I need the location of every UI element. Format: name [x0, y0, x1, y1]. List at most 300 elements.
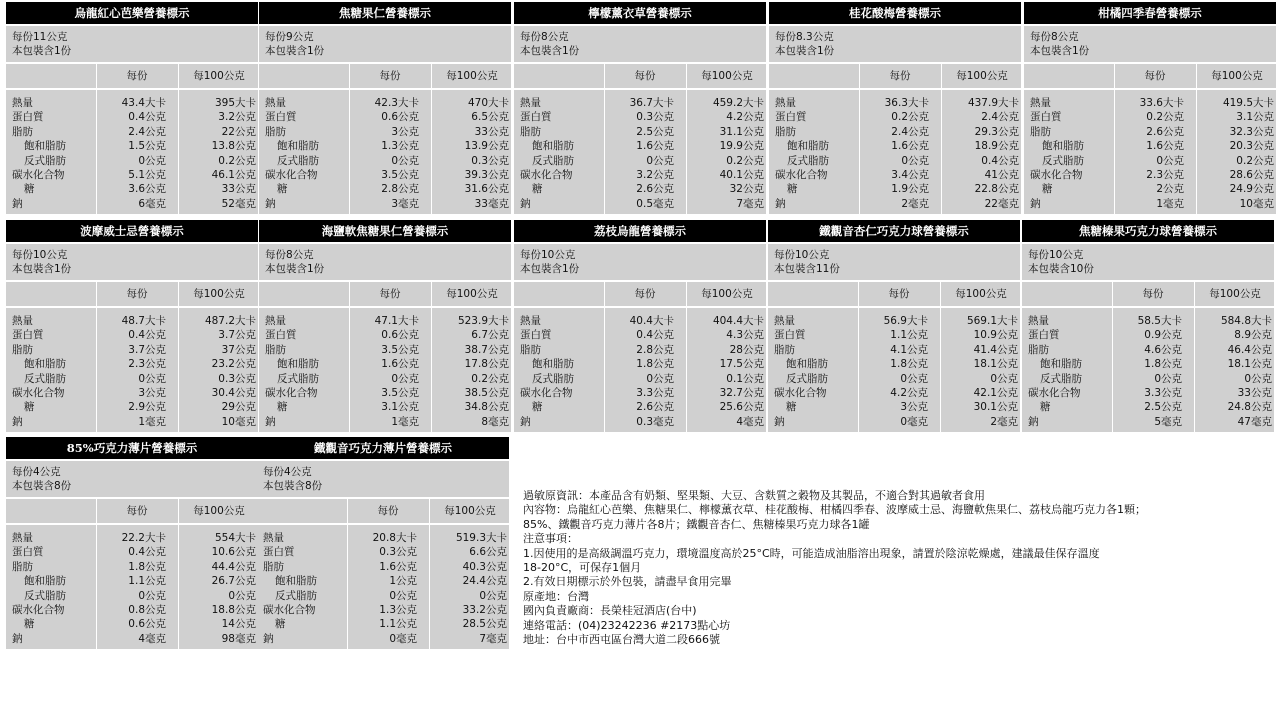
nutrition-table: [514, 90, 766, 214]
per-100g-value: 22公克: [221, 125, 256, 138]
panel-title: 鐵觀音杏仁巧克力球營養標示: [768, 220, 1020, 242]
per-100g-value: 8.9公克: [1234, 329, 1272, 342]
serving-size: 每份10公克: [774, 249, 830, 261]
per-serving-value: 0公克: [389, 589, 417, 602]
per-100g-value: 3.7公克: [218, 329, 256, 342]
nutrient-label: 碳水化合物: [265, 168, 318, 181]
per-serving-value: 6毫克: [138, 197, 166, 210]
per-100g-value: 32.7公克: [719, 386, 764, 399]
per-100g-header: 每100公克: [1211, 70, 1263, 82]
per-serving-value: 0.2公克: [1146, 111, 1184, 124]
nutrient-label: 鈉: [520, 197, 531, 210]
per-serving-header: 每份: [377, 505, 399, 517]
per-100g-value: 0.2公克: [726, 154, 764, 167]
serving-size: 每份4公克: [263, 466, 312, 478]
nutrient-label: 糖: [277, 401, 288, 414]
per-100g-header: 每100公克: [701, 70, 753, 82]
per-serving-value: 0公克: [138, 154, 166, 167]
nutrient-label: 熱量: [775, 97, 796, 109]
per-100g-value: 404.4大卡: [712, 315, 764, 327]
per-serving-value: 2.4公克: [128, 125, 166, 138]
panel-title: 桂花酸梅營養標示: [769, 2, 1021, 24]
nutrition-panel: [6, 220, 258, 432]
serving-info: [1024, 26, 1276, 62]
per-serving-value: 3.5公克: [381, 386, 419, 399]
servings-per-pack: 本包裝含1份: [1030, 45, 1090, 58]
nutrient-label: 碳水化合物: [1028, 386, 1081, 399]
per-serving-value: 4.6公克: [1144, 343, 1182, 356]
per-100g-value: 4.2公克: [726, 111, 764, 124]
panel-title: 波摩威士忌營養標示: [6, 220, 258, 242]
per-100g-header: 每100公克: [955, 288, 1007, 300]
per-100g-value: 2.4公克: [981, 111, 1019, 124]
per-100g-value: 46.4公克: [1227, 343, 1272, 356]
per-100g-value: 554大卡: [214, 532, 256, 544]
servings-per-pack: 本包裝含8份: [12, 480, 72, 493]
nutrient-label: 熱量: [265, 315, 286, 327]
per-serving-value: 1.3公克: [379, 603, 417, 616]
serving-info: [6, 244, 258, 280]
per-serving-value: 2.3公克: [128, 358, 166, 371]
nutrient-label: 反式脂肪: [24, 589, 66, 602]
per-serving-value: 1毫克: [1156, 197, 1184, 210]
per-100g-value: 519.3大卡: [455, 532, 507, 544]
per-100g-header: 每100公克: [956, 70, 1008, 82]
serving-size: 每份11公克: [12, 31, 68, 43]
per-100g-value: 7毫克: [736, 197, 764, 210]
per-100g-value: 39.3公克: [464, 168, 509, 181]
per-100g-value: 18.1公克: [1227, 358, 1272, 371]
per-100g-value: 7毫克: [479, 632, 507, 645]
servings-per-pack: 本包裝含1份: [12, 263, 72, 276]
per-100g-value: 584.8大卡: [1220, 315, 1272, 327]
serving-info: [6, 461, 258, 497]
per-100g-value: 40.1公克: [719, 168, 764, 181]
nutrient-label: 熱量: [12, 315, 33, 327]
per-serving-value: 2.8公克: [636, 343, 674, 356]
note-line: 85%、鐵觀音巧克力薄片各8片；鐵觀音杏仁、焦糖榛果巧克力球各1罐: [523, 517, 870, 531]
servings-per-pack: 本包裝含1份: [12, 45, 72, 58]
servings-per-pack: 本包裝含1份: [775, 45, 835, 58]
per-100g-value: 33.2公克: [462, 603, 507, 616]
nutrient-label: 蛋白質: [774, 329, 806, 342]
per-100g-value: 0.3公克: [471, 154, 509, 167]
per-serving-value: 3公克: [900, 401, 928, 414]
per-100g-value: 0.4公克: [981, 154, 1019, 167]
panel-title: 檸檬薰衣草營養標示: [514, 2, 766, 24]
nutrient-label: 熱量: [12, 532, 33, 544]
per-100g-value: 23.2公克: [211, 358, 256, 371]
per-100g-value: 17.8公克: [464, 358, 509, 371]
per-serving-value: 1.1公克: [379, 618, 417, 631]
per-serving-value: 0公克: [391, 154, 419, 167]
per-100g-value: 19.9公克: [719, 140, 764, 153]
per-serving-header: 每份: [126, 70, 148, 82]
note-line: 18-20°C，可保存1個月: [523, 561, 642, 575]
per-100g-value: 33公克: [221, 183, 256, 196]
per-serving-header: 每份: [126, 505, 148, 517]
product-notes: [523, 489, 1263, 647]
column-header: [1024, 64, 1276, 88]
nutrient-label: 反式脂肪: [24, 372, 66, 385]
servings-per-pack: 本包裝含8份: [263, 480, 323, 493]
column-header: [514, 64, 766, 88]
per-100g-value: 6.5公克: [471, 111, 509, 124]
per-serving-value: 36.3大卡: [884, 97, 929, 109]
per-serving-header: 每份: [379, 288, 401, 300]
nutrient-label: 鈉: [12, 632, 23, 645]
nutrition-table: [514, 308, 766, 432]
per-serving-value: 1.6公克: [1146, 140, 1184, 153]
per-100g-value: 29.3公克: [974, 125, 1019, 138]
per-100g-value: 569.1大卡: [966, 315, 1018, 327]
per-100g-value: 31.6公克: [464, 183, 509, 196]
per-100g-value: 0.3公克: [218, 372, 256, 385]
per-serving-value: 3公克: [138, 386, 166, 399]
panel-title: 荔枝烏龍營養標示: [514, 220, 766, 242]
per-100g-value: 46.1公克: [211, 168, 256, 181]
per-serving-value: 1毫克: [391, 415, 419, 428]
per-serving-value: 0毫克: [389, 632, 417, 645]
per-serving-value: 2.6公克: [636, 401, 674, 414]
per-100g-value: 28.6公克: [1229, 168, 1274, 181]
nutrition-panel: [6, 2, 258, 214]
per-100g-value: 487.2大卡: [204, 315, 256, 327]
per-100g-value: 10毫克: [221, 415, 256, 428]
nutrient-label: 飽和脂肪: [24, 575, 66, 588]
nutrient-label: 反式脂肪: [786, 372, 828, 385]
per-100g-value: 8毫克: [481, 415, 509, 428]
nutrition-table: [6, 525, 258, 649]
per-100g-value: 0.2公克: [1236, 154, 1274, 167]
per-serving-value: 58.5大卡: [1137, 315, 1182, 327]
per-serving-value: 1.6公克: [891, 140, 929, 153]
nutrient-label: 蛋白質: [263, 546, 295, 559]
nutrient-label: 反式脂肪: [1042, 154, 1084, 167]
nutrient-label: 熱量: [1030, 97, 1051, 109]
serving-info: [6, 26, 258, 62]
per-100g-value: 28公克: [729, 343, 764, 356]
per-serving-value: 3.3公克: [636, 386, 674, 399]
nutrient-label: 蛋白質: [775, 111, 807, 124]
nutrition-panel: [259, 220, 511, 432]
nutrient-label: 鈉: [12, 415, 23, 428]
nutrient-label: 脂肪: [1028, 343, 1049, 356]
per-serving-value: 1.8公克: [890, 358, 928, 371]
per-serving-value: 0.3毫克: [636, 415, 674, 428]
nutrient-label: 飽和脂肪: [277, 140, 319, 153]
nutrient-label: 碳水化合物: [520, 386, 573, 399]
per-100g-value: 29公克: [221, 401, 256, 414]
per-serving-value: 2.5公克: [1144, 401, 1182, 414]
per-serving-value: 0.3公克: [379, 546, 417, 559]
per-serving-value: 1毫克: [138, 415, 166, 428]
nutrient-label: 脂肪: [12, 125, 33, 138]
nutrition-table: [1022, 308, 1274, 432]
nutrient-label: 飽和脂肪: [1040, 358, 1082, 371]
per-100g-value: 30.4公克: [211, 386, 256, 399]
per-serving-value: 0公克: [901, 154, 929, 167]
note-line: 國內負責廠商：長榮桂冠酒店(台中): [523, 604, 697, 618]
per-100g-value: 4毫克: [736, 415, 764, 428]
nutrient-label: 碳水化合物: [12, 168, 65, 181]
per-serving-value: 0公克: [1156, 154, 1184, 167]
per-100g-header: 每100公克: [444, 505, 496, 517]
per-serving-value: 0.4公克: [128, 111, 166, 124]
panel-title: 柑橘四季春營養標示: [1024, 2, 1276, 24]
per-serving-value: 0.6公克: [381, 111, 419, 124]
serving-info: [1022, 244, 1274, 280]
column-header: [514, 282, 766, 306]
per-serving-value: 1.1公克: [890, 329, 928, 342]
nutrient-label: 飽和脂肪: [24, 358, 66, 371]
per-100g-value: 40.3公克: [462, 560, 507, 573]
per-100g-value: 6.6公克: [469, 546, 507, 559]
per-100g-value: 523.9大卡: [457, 315, 509, 327]
per-serving-value: 5.1公克: [128, 168, 166, 181]
per-100g-value: 13.9公克: [464, 140, 509, 153]
nutrient-label: 糖: [786, 401, 797, 414]
per-serving-header: 每份: [888, 288, 910, 300]
per-100g-value: 2毫克: [990, 415, 1018, 428]
nutrient-label: 糖: [787, 183, 798, 196]
per-100g-value: 24.9公克: [1229, 183, 1274, 196]
per-100g-value: 38.7公克: [464, 343, 509, 356]
per-serving-value: 1.8公克: [1144, 358, 1182, 371]
nutrition-panel: [514, 2, 766, 214]
nutrient-label: 飽和脂肪: [532, 140, 574, 153]
note-line: 1.因使用的是高級調溫巧克力，環境溫度高於25°C時，可能造成油脂溶出現象，請置於陰涼乾燥處，建議最佳保存溫度: [523, 546, 1100, 560]
nutrient-label: 碳水化合物: [774, 386, 827, 399]
nutrient-label: 碳水化合物: [263, 603, 316, 616]
per-serving-value: 2毫克: [901, 197, 929, 210]
per-100g-value: 18.8公克: [211, 603, 256, 616]
per-serving-value: 2.6公克: [636, 183, 674, 196]
per-serving-value: 1.1公克: [128, 575, 166, 588]
serving-size: 每份8公克: [265, 249, 314, 261]
nutrient-label: 糖: [532, 401, 543, 414]
note-line: 過敏原資訊：本產品含有奶類、堅果類、大豆、含麩質之穀物及其製品，不適合對其過敏者食用: [523, 489, 985, 502]
per-100g-value: 22.8公克: [974, 183, 1019, 196]
per-100g-value: 32公克: [729, 183, 764, 196]
per-100g-value: 459.2大卡: [712, 97, 764, 109]
nutrient-label: 脂肪: [265, 125, 286, 138]
column-header: [768, 282, 1020, 306]
per-serving-header: 每份: [1142, 288, 1164, 300]
nutrient-label: 鈉: [265, 197, 276, 210]
panel-title: 海鹽軟焦糖果仁營養標示: [259, 220, 511, 242]
nutrient-label: 蛋白質: [1030, 111, 1062, 124]
column-header: [6, 64, 258, 88]
serving-size: 每份10公克: [520, 249, 576, 261]
per-serving-value: 0.8公克: [128, 603, 166, 616]
per-serving-value: 36.7大卡: [629, 97, 674, 109]
serving-info: [259, 244, 511, 280]
nutrient-label: 鈉: [12, 197, 23, 210]
nutrient-label: 糖: [24, 618, 35, 631]
nutrient-label: 蛋白質: [520, 111, 552, 124]
per-100g-value: 24.4公克: [462, 575, 507, 588]
per-100g-value: 395大卡: [214, 97, 256, 109]
per-serving-value: 1.9公克: [891, 183, 929, 196]
per-serving-value: 3.1公克: [381, 401, 419, 414]
per-serving-value: 3.4公克: [891, 168, 929, 181]
per-100g-value: 6.7公克: [471, 329, 509, 342]
nutrition-table: [6, 308, 258, 432]
per-serving-value: 3.5公克: [381, 168, 419, 181]
per-serving-value: 4.2公克: [890, 386, 928, 399]
nutrient-label: 蛋白質: [520, 329, 552, 342]
per-100g-header: 每100公克: [446, 70, 498, 82]
per-100g-value: 10.6公克: [211, 546, 256, 559]
serving-size: 每份10公克: [12, 249, 68, 261]
per-100g-value: 14公克: [221, 618, 256, 631]
per-serving-value: 56.9大卡: [883, 315, 928, 327]
per-100g-value: 37公克: [221, 343, 256, 356]
nutrition-panel: [257, 437, 509, 649]
nutrient-label: 糖: [277, 183, 288, 196]
per-100g-value: 0.2公克: [218, 154, 256, 167]
per-serving-value: 0.4公克: [128, 546, 166, 559]
nutrition-table: [6, 90, 258, 214]
nutrient-label: 熱量: [1028, 315, 1049, 327]
per-serving-value: 0.4公克: [636, 329, 674, 342]
nutrition-table: [769, 90, 1021, 214]
per-serving-value: 1.8公克: [636, 358, 674, 371]
nutrient-label: 反式脂肪: [24, 154, 66, 167]
nutrient-label: 脂肪: [520, 125, 541, 138]
serving-info: [768, 244, 1020, 280]
note-line: 內容物：烏龍紅心芭樂、焦糖果仁、檸檬薰衣草、桂花酸梅、柑橘四季春、波摩威士忌、海鹽軟焦果仁、荔枝烏龍巧克力各1顆；: [523, 503, 1146, 517]
nutrient-label: 脂肪: [263, 560, 284, 573]
nutrient-label: 脂肪: [1030, 125, 1051, 138]
per-100g-header: 每100公克: [193, 70, 245, 82]
nutrient-label: 糖: [24, 183, 35, 196]
column-header: [259, 282, 511, 306]
per-serving-header: 每份: [379, 70, 401, 82]
serving-size: 每份10公克: [1028, 249, 1084, 261]
nutrient-label: 蛋白質: [12, 329, 44, 342]
per-100g-value: 470大卡: [467, 97, 509, 109]
nutrient-label: 飽和脂肪: [24, 140, 66, 153]
nutrient-label: 蛋白質: [12, 546, 44, 559]
per-100g-value: 18.9公克: [974, 140, 1019, 153]
nutrient-label: 蛋白質: [265, 111, 297, 124]
per-100g-value: 33公克: [1237, 386, 1272, 399]
per-serving-value: 4毫克: [138, 632, 166, 645]
per-serving-value: 1.3公克: [381, 140, 419, 153]
nutrient-label: 碳水化合物: [775, 168, 828, 181]
column-header: [257, 499, 509, 523]
per-100g-value: 38.5公克: [464, 386, 509, 399]
per-serving-value: 47.1大卡: [374, 315, 419, 327]
per-serving-header: 每份: [634, 288, 656, 300]
panel-title: 焦糖榛果巧克力球營養標示: [1022, 220, 1274, 242]
per-100g-value: 4.3公克: [726, 329, 764, 342]
nutrient-label: 脂肪: [265, 343, 286, 356]
nutrition-table: [768, 308, 1020, 432]
per-100g-value: 25.6公克: [719, 401, 764, 414]
nutrition-panel: [259, 2, 511, 214]
nutrient-label: 飽和脂肪: [786, 358, 828, 371]
nutrient-label: 熱量: [774, 315, 795, 327]
nutrient-label: 熱量: [265, 97, 286, 109]
per-serving-value: 3.5公克: [381, 343, 419, 356]
nutrient-label: 熱量: [520, 97, 541, 109]
note-line: 地址：台中市西屯區台灣大道二段666號: [523, 633, 720, 647]
nutrition-table: [1024, 90, 1276, 214]
per-100g-value: 0公克: [1244, 372, 1272, 385]
per-serving-header: 每份: [889, 70, 911, 82]
servings-per-pack: 本包裝含1份: [265, 45, 325, 58]
serving-size: 每份8公克: [520, 31, 569, 43]
per-100g-value: 3.1公克: [1236, 111, 1274, 124]
per-100g-value: 10毫克: [1239, 197, 1274, 210]
note-line: 連絡電話：(04)23242236 #2173點心坊: [523, 618, 731, 632]
column-header: [6, 282, 258, 306]
per-100g-value: 33毫克: [474, 197, 509, 210]
serving-size: 每份4公克: [12, 466, 61, 478]
per-100g-value: 20.3公克: [1229, 140, 1274, 153]
per-serving-value: 5毫克: [1154, 415, 1182, 428]
per-serving-value: 3.2公克: [636, 168, 674, 181]
nutrient-label: 碳水化合物: [1030, 168, 1083, 181]
per-100g-value: 18.1公克: [973, 358, 1018, 371]
nutrient-label: 反式脂肪: [277, 372, 319, 385]
per-serving-value: 0公克: [138, 589, 166, 602]
per-serving-value: 42.3大卡: [374, 97, 419, 109]
per-serving-value: 0.2公克: [891, 111, 929, 124]
per-serving-value: 40.4大卡: [629, 315, 674, 327]
per-serving-header: 每份: [634, 70, 656, 82]
nutrition-table: [259, 308, 511, 432]
per-serving-value: 2公克: [1156, 183, 1184, 196]
per-100g-header: 每100公克: [1209, 288, 1261, 300]
servings-per-pack: 本包裝含1份: [520, 263, 580, 276]
per-100g-value: 22毫克: [984, 197, 1019, 210]
serving-info: [257, 461, 509, 497]
serving-size: 每份8公克: [1030, 31, 1079, 43]
per-100g-value: 32.3公克: [1229, 125, 1274, 138]
per-100g-value: 24.8公克: [1227, 401, 1272, 414]
nutrient-label: 糖: [1040, 401, 1051, 414]
per-100g-value: 47毫克: [1237, 415, 1272, 428]
nutrient-label: 反式脂肪: [787, 154, 829, 167]
nutrient-label: 糖: [275, 618, 286, 631]
serving-info: [514, 244, 766, 280]
nutrient-label: 鈉: [774, 415, 785, 428]
per-serving-value: 43.4大卡: [121, 97, 166, 109]
nutrient-label: 飽和脂肪: [277, 358, 319, 371]
nutrient-label: 反式脂肪: [275, 589, 317, 602]
panel-title: 85%巧克力薄片營養標示: [6, 437, 258, 459]
servings-per-pack: 本包裝含11份: [774, 263, 840, 276]
per-100g-value: 31.1公克: [719, 125, 764, 138]
per-serving-value: 0.5毫克: [636, 197, 674, 210]
per-serving-value: 3.6公克: [128, 183, 166, 196]
nutrient-label: 飽和脂肪: [787, 140, 829, 153]
note-line: 原產地：台灣: [523, 589, 589, 603]
nutrient-label: 蛋白質: [12, 111, 44, 124]
nutrient-label: 脂肪: [520, 343, 541, 356]
per-serving-value: 0.6公克: [128, 618, 166, 631]
panel-title: 鐵觀音巧克力薄片營養標示: [257, 437, 509, 459]
per-serving-value: 0.9公克: [1144, 329, 1182, 342]
per-100g-value: 419.5大卡: [1222, 97, 1274, 109]
nutrient-label: 碳水化合物: [12, 603, 65, 616]
per-100g-value: 52毫克: [221, 197, 256, 210]
per-serving-value: 0公克: [646, 372, 674, 385]
